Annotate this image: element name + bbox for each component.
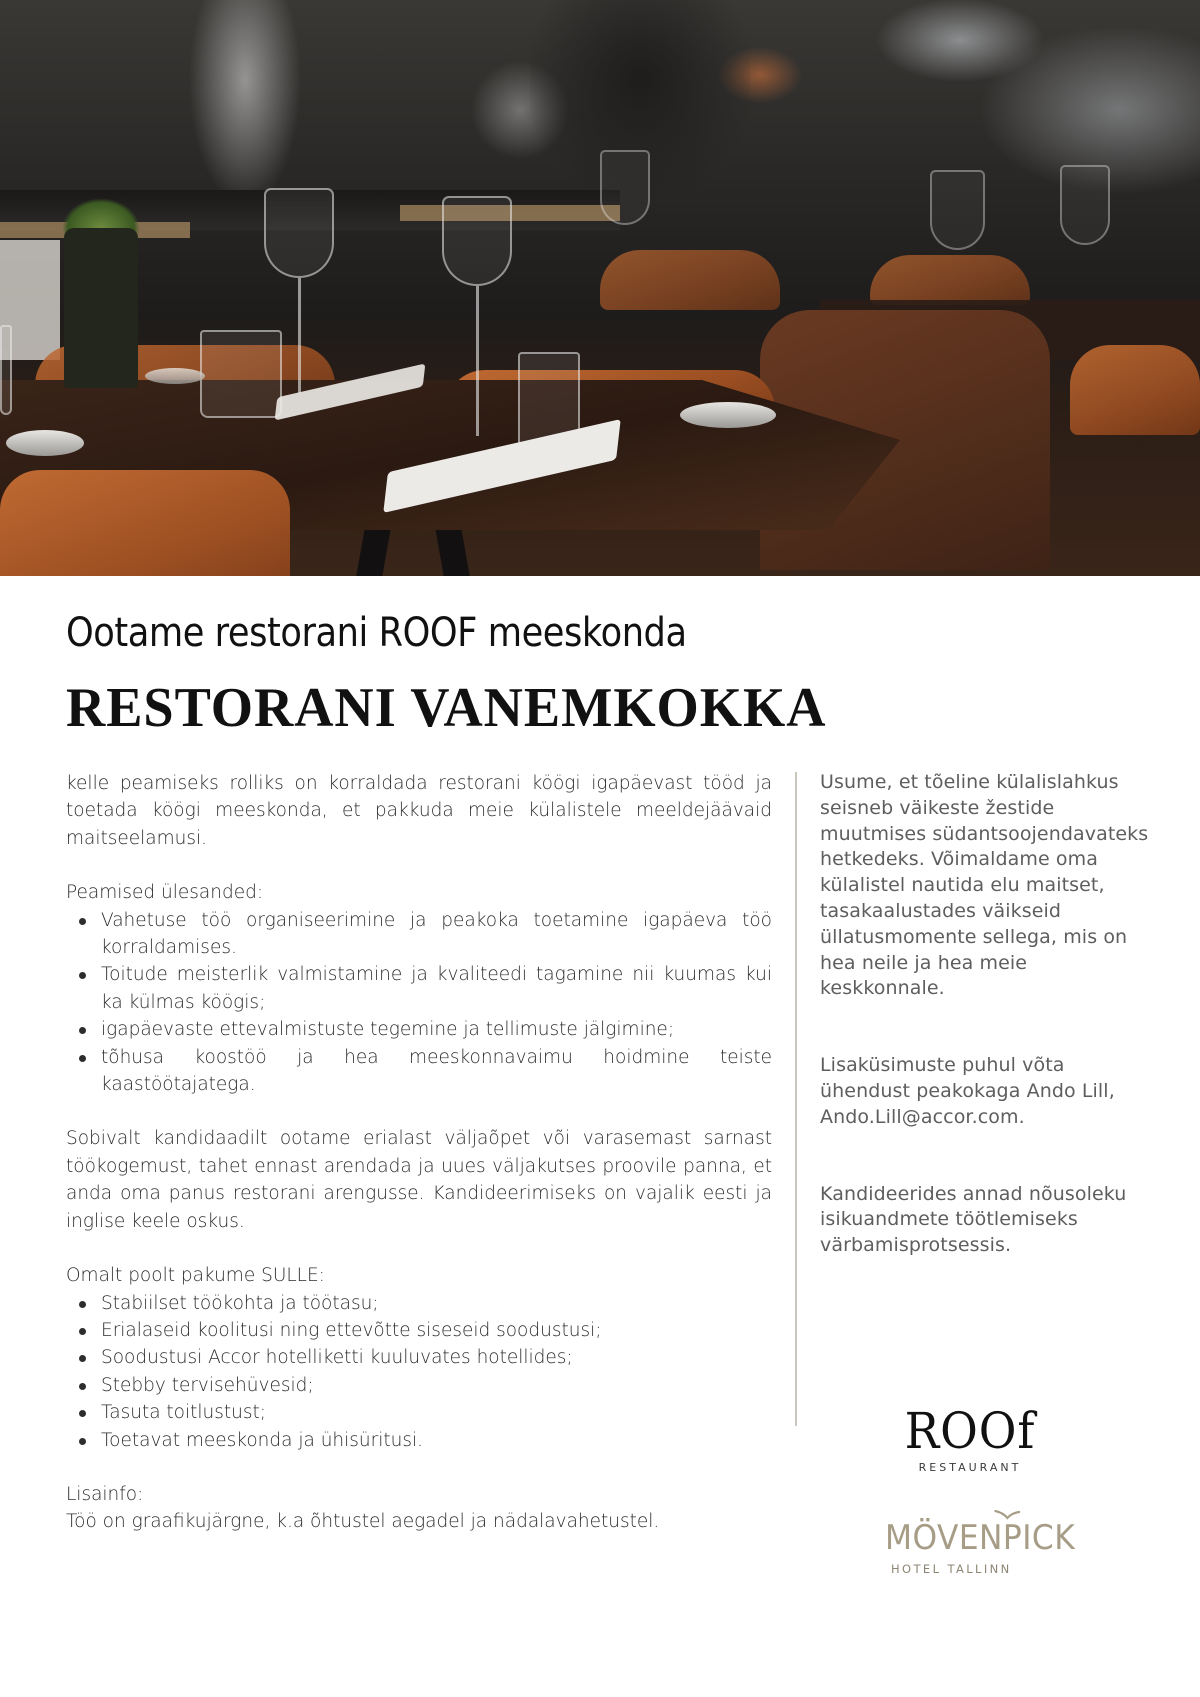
wine-glass-icon [600,150,650,225]
list-item: Soodustusi Accor hotelliketti kuuluvates hotellides; [66,1344,772,1371]
bottle-icon [64,228,138,388]
page-title: RESTORANI VANEMKOKKA [66,677,827,739]
intro-text: kelle peamiseks rolliks on korraldada restorani köögi igapäevast tööd ja toetada köögi meeskonda, et pakkuda meie külalistele meeldejäävaid maitseelamusi. [66,773,772,849]
offer-heading: Omalt poolt pakume SULLE: [66,1265,325,1287]
movenpick-hotel-logo [885,1518,1085,1576]
column-divider [795,772,797,1426]
roof-logo-sub: RESTAURANT [918,1461,1022,1474]
contact-label: Lisaküsimuste puhul võta ühendust peakokaga Ando Lill, [820,1054,1115,1102]
movenpick-word-text: MÖVENPICK [885,1518,1076,1558]
roof-restaurant-logo [880,1402,1060,1474]
movenpick-logo-word [885,1518,1076,1558]
wine-glass-icon [930,170,985,250]
sidebar [820,770,1150,1259]
extra-info-text: Töö on graafikujärgne, k.a õhtustel aegadel ja nädalavahetustel. [66,1511,660,1533]
list-item: Toetavat meeskonda ja ühisüritusi. [66,1427,772,1454]
list-item: Toitude meisterlik valmistamine ja kvaliteedi tagamine nii kuumas kui ka külmas köögis; [66,961,772,1016]
list-item: Erialaseid koolitusi ning ettevõtte siseseid soodustusi; [66,1317,772,1344]
wine-glass-icon [264,188,334,278]
contact-suffix: . [1018,1105,1025,1128]
wine-glass-icon [1060,165,1110,245]
water-glass-icon [200,330,282,418]
water-glass-icon [0,325,12,415]
duties-list [66,907,772,1099]
contact-text [820,1053,1150,1130]
philosophy-text: Usume, et tõeline külalislahkus seisneb väikeste žestide muutmises südantsoojendavateks hetkedeks. Võimaldame oma külalistel nautida elu maitset, tasakaalustades väikseid üllatusmomente sellega, mis on hea neile ja hea meie keskkonnale. [820,771,1149,1000]
plate-icon [6,430,84,456]
bird-icon [994,1510,1020,1520]
list-item: tõhusa koostöö ja hea meeskonnavaimu hoidmine teiste kaastöötajatega. [66,1044,772,1099]
consent-text: Kandideerides annad nõusoleku isikuandmete töötlemiseks värbamisprotsessis. [820,1182,1127,1257]
chair [1070,345,1200,435]
offers-list [66,1290,772,1454]
duties-heading: Peamised ülesanded: [66,882,264,904]
list-item: Vahetuse töö organiseerimine ja peakoka toetamine igapäeva töö korraldamises. [66,907,772,962]
list-item: Tasuta toitlustust; [66,1399,772,1426]
glass-stem [298,278,301,393]
hero-restaurant-photo [0,0,1200,576]
chair [600,250,780,310]
chair [870,255,1030,305]
table-leg [436,530,471,576]
job-description [66,770,772,1536]
movenpick-logo-sub: HOTEL TALLINN [891,1562,1012,1576]
table-leg [356,530,391,576]
plate-icon [145,368,205,384]
glass-stem [476,286,479,436]
extra-info-heading: Lisainfo: [66,1483,144,1505]
page-subtitle: Ootame restorani ROOF meeskonda [66,610,687,656]
contact-email-link[interactable]: Ando.Lill@accor.com [820,1105,1019,1128]
list-item: Stabiilset töökohta ja töötasu; [66,1290,772,1317]
wine-glass-icon [442,196,512,286]
roof-logo-word: ROOf [904,1402,1036,1460]
requirements-text: Sobivalt kandidaadilt ootame erialast väljaõpet või varasemast sarnast töökogemust, tahet ennast arendada ja uues väljakutses proovile panna, et anda oma panus restorani arengusse. Kandideerimiseks on vajalik eesti ja inglise keele oskus. [66,1128,772,1232]
plate-icon [680,402,776,428]
chair [0,470,290,576]
list-item: igapäevaste ettevalmistuste tegemine ja tellimuste jälgimine; [66,1016,772,1043]
list-item: Stebby tervisehüvesid; [66,1372,772,1399]
